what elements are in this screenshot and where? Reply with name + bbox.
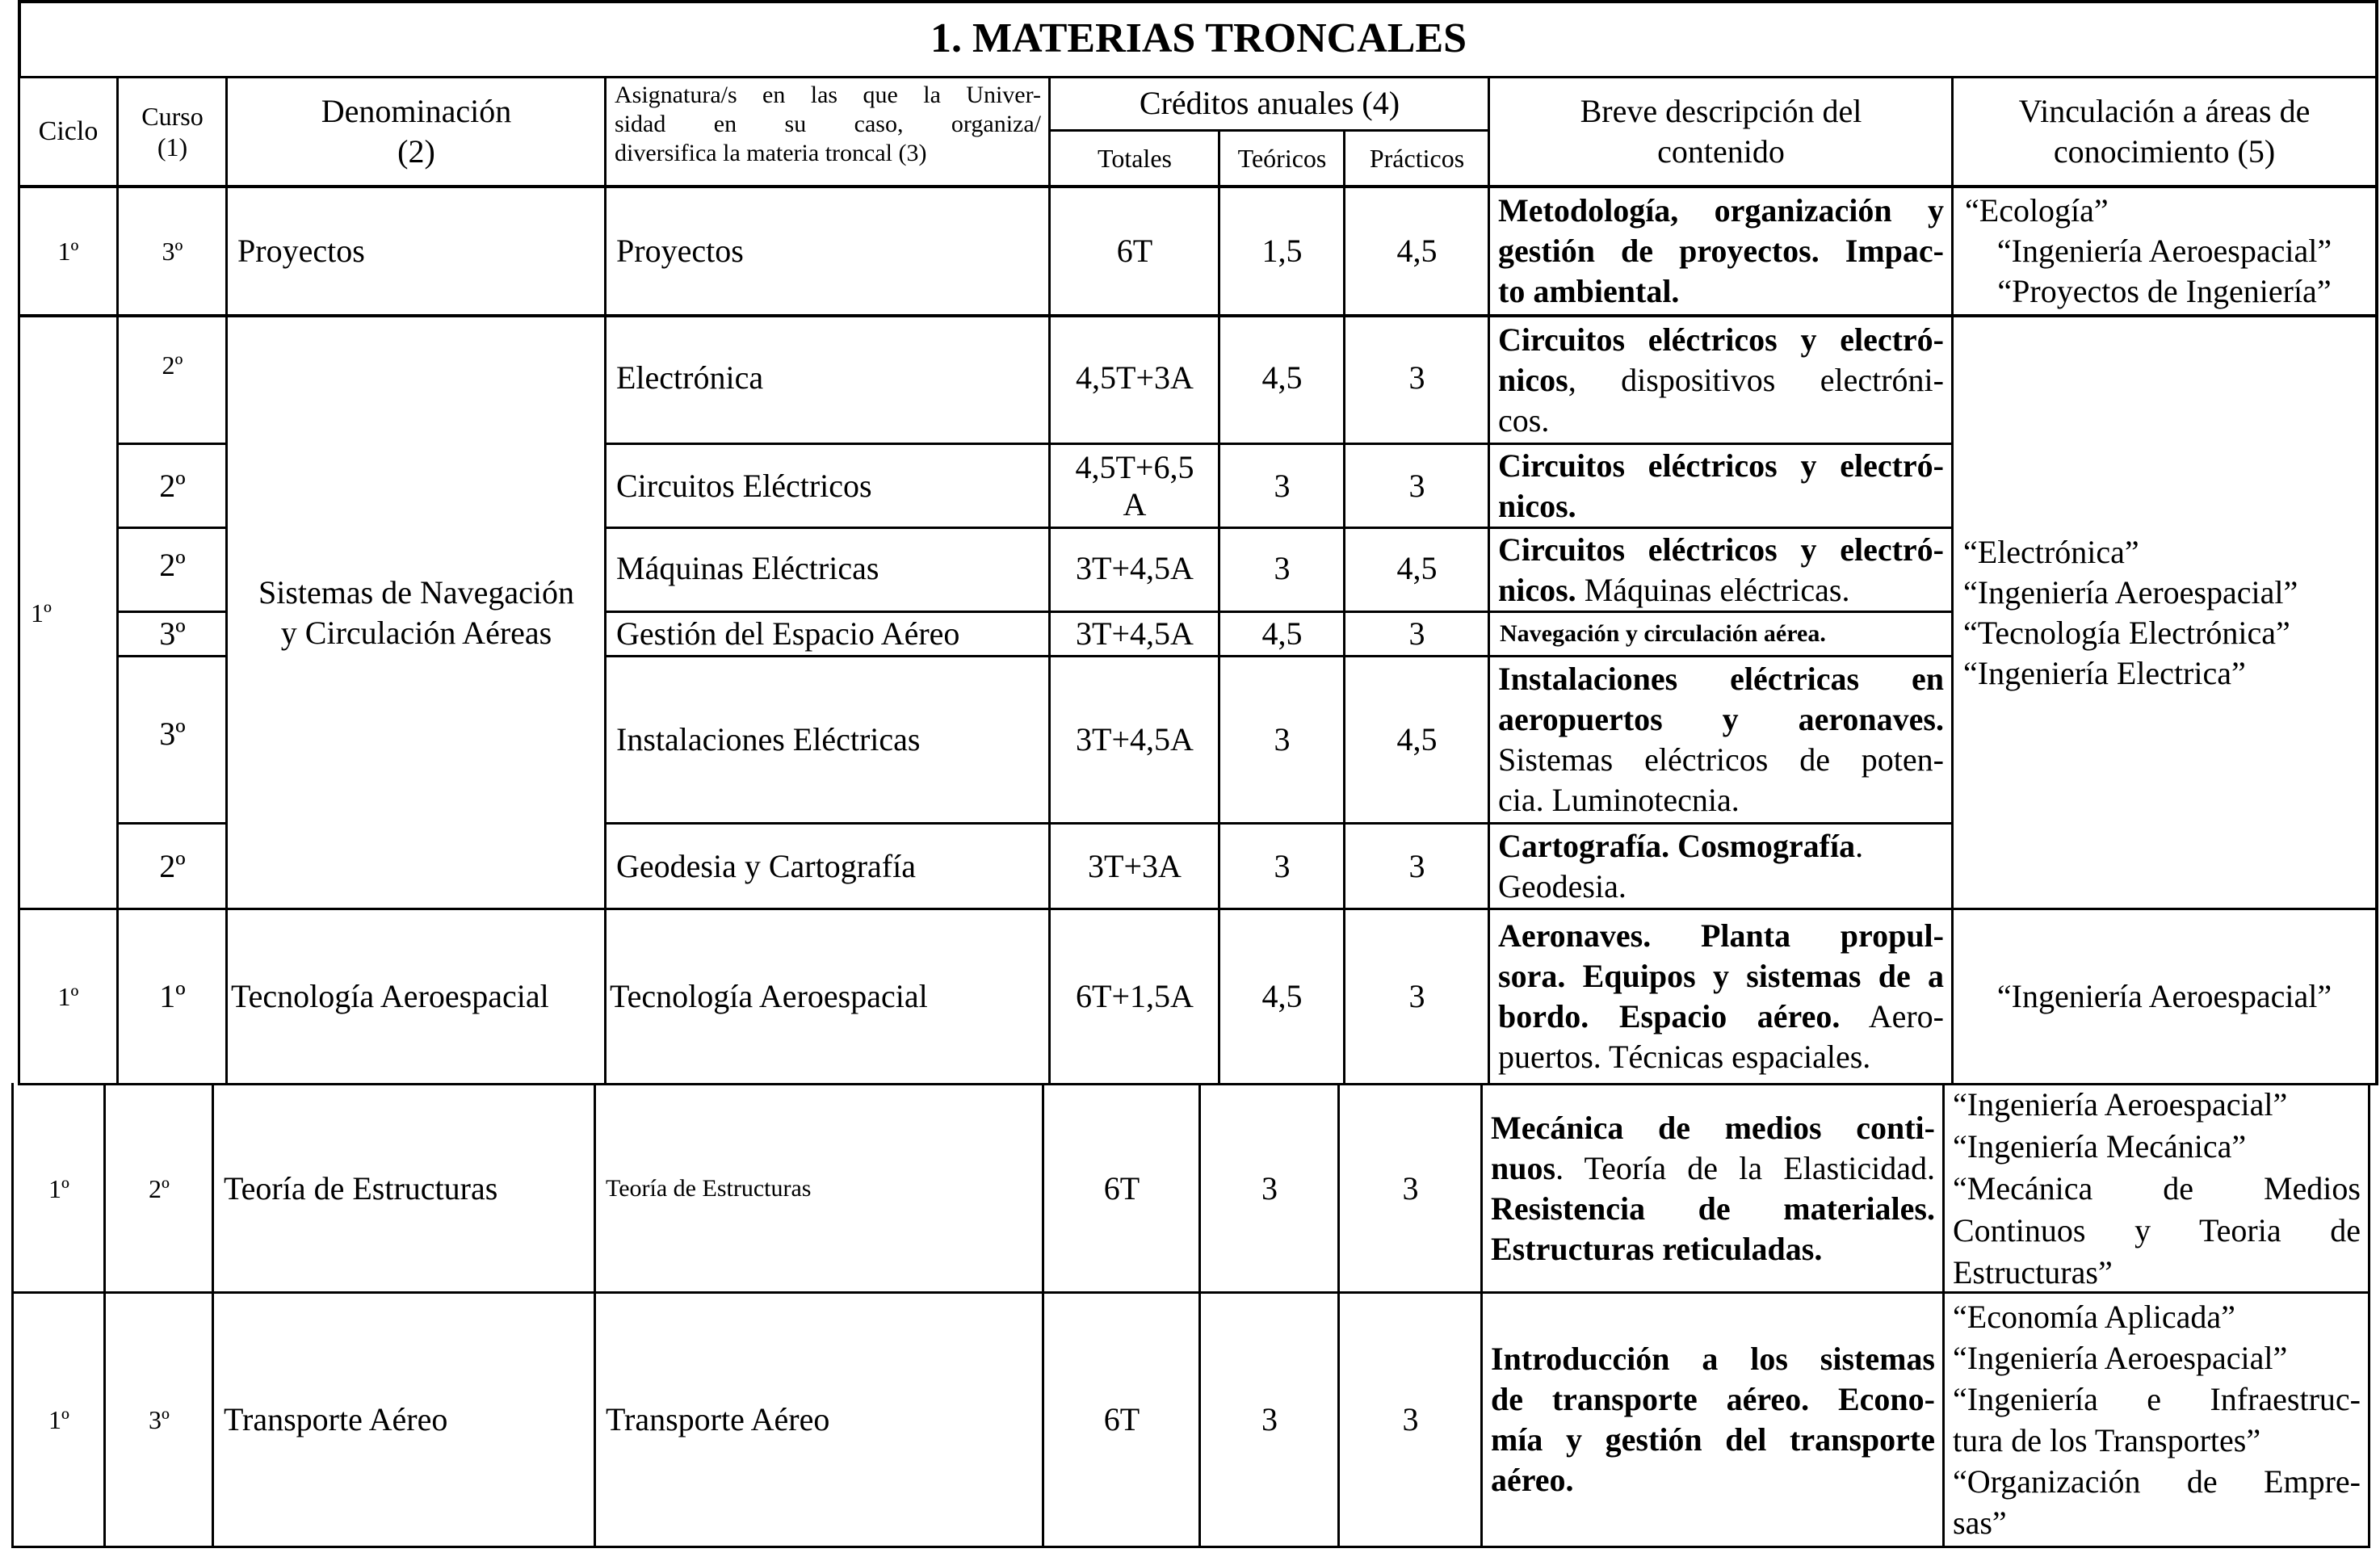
sub-geodesia-descripcion: [1490, 825, 1952, 908]
sub-geodesia-teoricos: 3: [1274, 847, 1291, 884]
sub-circuitos-asignatura: Circuitos Eléctricos: [616, 467, 872, 504]
sub-electronica-curso: 2º: [162, 350, 183, 380]
row-estructuras-practicos: 3: [1402, 1169, 1419, 1207]
area-item: Continuos y Teoria de: [1953, 1211, 2361, 1249]
sub-instalaciones-totales: 3T+4,5A: [1076, 721, 1194, 758]
desc-line: mía y gestión del transporte: [1491, 1421, 1935, 1458]
desc-line: aeropuertos y aeronaves.: [1498, 701, 1944, 737]
sub-maquinas-asignatura: Máquinas Eléctricas: [616, 550, 879, 586]
sub-maquinas-teoricos: 3: [1274, 550, 1291, 586]
sub-gestion-teoricos: 4,5: [1261, 615, 1303, 652]
desc-line: Estructuras reticuladas.: [1491, 1230, 1823, 1267]
row-tecnologia-curso: 1º: [159, 978, 186, 1014]
area-item: “Economía Aplicada”: [1953, 1299, 2235, 1335]
header-creditos: [1051, 78, 1488, 129]
sub-maquinas-descripcion: [1490, 529, 1952, 611]
header-totales-label: Totales: [1098, 144, 1172, 173]
row-proyectos-totales: 6T: [1116, 233, 1153, 269]
row-transporte-teoricos: 3: [1261, 1401, 1278, 1437]
area-item: “Tecnología Electrónica”: [1963, 614, 2290, 651]
sub-instalaciones-practicos: 4,5: [1396, 721, 1438, 758]
sub-maquinas-practicos: 4,5: [1396, 550, 1438, 586]
sub-circuitos-curso: 2º: [159, 467, 186, 504]
sub-gestion-curso: 3º: [159, 615, 186, 652]
header-asignatura: [607, 78, 1049, 185]
header-vinculacion: [1954, 78, 2375, 185]
row-estructuras-denominacion: Teoría de Estructuras: [224, 1169, 498, 1207]
row-tecnologia-ciclo: 1º: [57, 982, 79, 1011]
area-item: “Ingeniería Aeroespacial”: [1996, 233, 2332, 269]
row-transporte-descripcion: [1483, 1294, 1943, 1546]
sub-electronica-asignatura: Electrónica: [616, 359, 764, 396]
area-item: “Ingeniería Mecánica”: [1953, 1127, 2247, 1165]
desc-line: de transporte aéreo. Econo-: [1491, 1381, 1935, 1417]
sub-instalaciones-descripcion: [1490, 657, 1952, 822]
sub-circuitos-totales: [1051, 445, 1219, 527]
row-proyectos-teoricos: 1,5: [1261, 233, 1303, 269]
sub-circuitos-descripcion: [1490, 445, 1952, 527]
row-estructuras-areas: [1945, 1085, 2369, 1291]
desc-line: Metodología, organización y: [1498, 192, 1944, 229]
area-item: “Proyectos de Ingeniería”: [1997, 273, 2332, 309]
header-descripcion-line: contenido: [1657, 132, 1785, 170]
row-transporte-asignatura: Transporte Aéreo: [606, 1401, 830, 1437]
header-descripcion-line: Breve descripción del: [1580, 92, 1862, 129]
sub-geodesia-asignatura: Geodesia y Cartografía: [616, 847, 916, 884]
row-proyectos-denominacion: Proyectos: [237, 233, 365, 269]
header-totales: [1051, 132, 1219, 185]
row-transporte-ciclo: 1º: [48, 1405, 69, 1434]
row-sistemas-ciclo: 1º: [31, 598, 52, 627]
sub-electronica-descripcion: [1490, 317, 1952, 443]
sub-gestion-descripcion: Navegación y circulación aérea.: [1500, 620, 1826, 647]
row-tecnologia-asignatura: Tecnología Aeroespacial: [610, 978, 928, 1014]
row-transporte-curso: 3º: [149, 1405, 170, 1434]
sub-maquinas-curso: 2º: [159, 547, 186, 583]
desc-text: Máquinas eléctricas.: [1576, 571, 1850, 608]
area-item: “Mecánica de Medios: [1953, 1169, 2361, 1207]
header-practicos: [1345, 132, 1488, 185]
row-proyectos-curso: 3º: [162, 237, 183, 266]
row-sistemas-denominacion: [228, 317, 605, 908]
area-item: “Ecología”: [1965, 192, 2109, 229]
header-asignatura-line: diversifica la materia troncal (3): [615, 140, 927, 166]
sub-electronica-totales: 4,5T+3A: [1076, 359, 1194, 396]
desc-line: aéreo.: [1491, 1462, 1574, 1498]
sub-maquinas-totales: 3T+4,5A: [1076, 550, 1194, 586]
desc-line: cos.: [1498, 401, 1550, 439]
totales-line: 4,5T+6,5: [1075, 448, 1194, 485]
row-proyectos-asignatura: Proyectos: [616, 233, 744, 269]
row-tecnologia-areas: [1954, 910, 2375, 1083]
row-tecnologia-totales: 6T+1,5A: [1076, 978, 1194, 1014]
header-denominacion: [228, 78, 605, 185]
denominacion-line: Sistemas de Navegación: [258, 573, 574, 611]
header-curso-label: Curso: [141, 101, 204, 131]
desc-bold: nuos: [1491, 1149, 1556, 1186]
header-practicos-label: Prácticos: [1369, 144, 1465, 173]
totales-line: A: [1123, 485, 1147, 522]
row-sistemas-areas: [1954, 317, 2375, 908]
header-vinculacion-line: conocimiento (5): [2053, 132, 2276, 170]
row-transporte-practicos: 3: [1402, 1401, 1419, 1437]
row-estructuras-descripcion: [1483, 1085, 1943, 1291]
area-item: “Ingeniería Aeroespacial”: [1963, 573, 2298, 611]
header-denominacion-label: Denominación: [321, 92, 512, 129]
sub-electronica-practicos: 3: [1408, 359, 1425, 396]
row-transporte-totales: 6T: [1103, 1401, 1140, 1437]
desc-line: nicos.: [1498, 487, 1576, 524]
header-ciclo: [19, 78, 117, 185]
sub-instalaciones-curso: 3º: [159, 716, 186, 752]
desc-text: Aero-: [1840, 998, 1944, 1035]
desc-line: Mecánica de medios conti-: [1491, 1109, 1935, 1146]
row-tecnologia-descripcion: [1490, 910, 1952, 1083]
desc-line: Geodesia.: [1498, 867, 1627, 904]
desc-line: Instalaciones eléctricas en: [1498, 661, 1944, 697]
row-estructuras-totales: 6T: [1103, 1169, 1140, 1207]
header-denominacion-note: (2): [397, 132, 435, 170]
area-item: “Ingeniería Electrica”: [1963, 654, 2246, 691]
desc-line: Introducción a los sistemas: [1491, 1341, 1935, 1377]
area-item: tura de los Transportes”: [1953, 1422, 2261, 1458]
row-estructuras-ciclo: 1º: [48, 1173, 69, 1203]
sub-gestion-practicos: 3: [1408, 615, 1425, 652]
header-descripcion: [1490, 78, 1952, 185]
desc-bold: Cartografía. Cosmografía: [1498, 827, 1856, 864]
desc-line: Sistemas eléctricos de poten-: [1498, 741, 1944, 778]
header-creditos-label: Créditos anuales (4): [1139, 85, 1400, 121]
header-teoricos: [1220, 132, 1344, 185]
header-curso-note: (1): [157, 132, 188, 162]
sub-gestion-totales: 3T+4,5A: [1076, 615, 1194, 652]
area-item: “Ingeniería Aeroespacial”: [1953, 1085, 2288, 1123]
sub-circuitos-teoricos: 3: [1274, 467, 1291, 504]
header-asignatura-line: sidad en su caso, organiza/: [615, 111, 1041, 137]
header-teoricos-label: Teóricos: [1237, 144, 1327, 173]
sub-instalaciones-asignatura: Instalaciones Eléctricas: [616, 721, 921, 758]
header-ciclo-label: Ciclo: [38, 115, 99, 146]
area-item: “Ingeniería Aeroespacial”: [1953, 1340, 2288, 1376]
area-item: “Organización de Empre-: [1953, 1463, 2361, 1500]
row-estructuras-teoricos: 3: [1261, 1169, 1278, 1207]
desc-line: to ambiental.: [1498, 273, 1680, 309]
sub-instalaciones-teoricos: 3: [1274, 721, 1291, 758]
desc-line: Circuitos eléctricos y electró-: [1498, 447, 1944, 484]
row-proyectos-practicos: 4,5: [1396, 233, 1438, 269]
desc-text: , dispositivos electróni-: [1568, 361, 1944, 398]
area-item: “Electrónica”: [1963, 533, 2139, 570]
desc-line: Circuitos eléctricos y electró-: [1498, 531, 1944, 568]
area-item: “Ingeniería Aeroespacial”: [1996, 978, 2332, 1014]
table-title: 1. MATERIAS TRONCALES: [930, 15, 1467, 61]
row-estructuras-asignatura: Teoría de Estructuras: [606, 1174, 812, 1202]
desc-line: sora. Equipos y sistemas de a: [1498, 958, 1944, 994]
desc-text: . Teoría de la Elasticidad.: [1555, 1149, 1935, 1186]
table-border: [11, 1546, 2370, 1548]
row-proyectos-ciclo: 1º: [57, 237, 79, 266]
table-border: [2375, 0, 2378, 1085]
sub-geodesia-totales: 3T+3A: [1088, 847, 1182, 884]
sub-electronica-teoricos: 4,5: [1261, 359, 1303, 396]
area-item: sas”: [1953, 1505, 2007, 1541]
desc-line: Resistencia de materiales.: [1491, 1190, 1935, 1227]
header-curso: [119, 78, 226, 185]
denominacion-line: y Circulación Aéreas: [280, 614, 552, 651]
sub-geodesia-curso: 2º: [159, 847, 186, 884]
area-item: “Ingeniería e Infraestruc-: [1953, 1381, 2361, 1417]
row-proyectos-areas: [1954, 188, 2375, 314]
sub-circuitos-practicos: 3: [1408, 467, 1425, 504]
desc-line: Aeronaves. Planta propul-: [1498, 917, 1944, 954]
desc-bold: bordo. Espacio aéreo.: [1498, 998, 1841, 1035]
desc-line: puertos. Técnicas espaciales.: [1498, 1039, 1871, 1075]
header-vinculacion-line: Vinculación a áreas de: [2018, 92, 2311, 129]
sub-gestion-asignatura: Gestión del Espacio Aéreo: [616, 615, 960, 652]
row-tecnologia-teoricos: 4,5: [1261, 978, 1303, 1014]
row-transporte-areas: [1945, 1294, 2369, 1546]
desc-line: gestión de proyectos. Impac-: [1498, 233, 1944, 269]
desc-text: .: [1855, 827, 1864, 864]
area-item: Estructuras”: [1953, 1253, 2113, 1291]
desc-line: cia. Luminotecnia.: [1498, 782, 1740, 818]
row-transporte-denominacion: Transporte Aéreo: [224, 1401, 448, 1437]
desc-bold: nicos: [1498, 361, 1568, 398]
header-asignatura-line: Asignatura/s en las que la Univer-: [615, 82, 1041, 108]
row-estructuras-curso: 2º: [149, 1173, 170, 1203]
desc-line: Circuitos eléctricos y electró-: [1498, 321, 1944, 358]
row-tecnologia-practicos: 3: [1408, 978, 1425, 1014]
row-proyectos-descripcion: [1490, 188, 1952, 314]
sub-geodesia-practicos: 3: [1408, 847, 1425, 884]
desc-bold: nicos.: [1498, 571, 1576, 608]
row-tecnologia-denominacion: Tecnología Aeroespacial: [231, 978, 549, 1014]
